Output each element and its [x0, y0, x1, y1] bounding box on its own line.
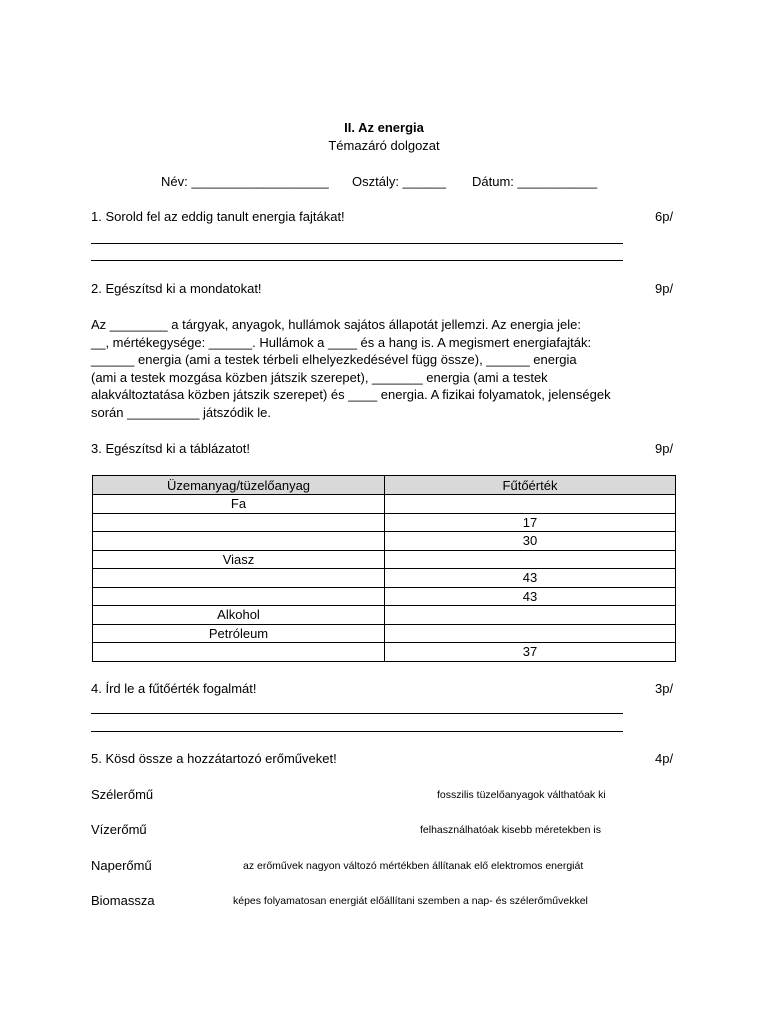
table-cell	[385, 624, 676, 643]
table-cell: 43	[385, 587, 676, 606]
table-row	[93, 569, 676, 588]
date-field: Dátum: ___________	[472, 174, 598, 189]
table-cell	[93, 643, 385, 662]
fill-in-paragraph	[91, 316, 661, 422]
paragraph-line: __, mértékegysége: ______. Hullámok a ____ és a hang is. A megismert energiafajták:	[91, 334, 592, 350]
fuel-table	[92, 475, 676, 662]
table-cell	[93, 513, 385, 532]
document-subtitle: Témazáró dolgozat	[328, 138, 440, 153]
table-cell: Petróleum	[93, 624, 385, 643]
name-field: Név: ___________________	[161, 174, 329, 189]
table-cell	[93, 569, 385, 588]
question-4-points: 3p/	[655, 681, 674, 696]
question-3: 3. Egészítsd ki a táblázatot!	[91, 441, 250, 456]
plant-wind: Szélerőmű	[91, 787, 154, 802]
table-cell	[93, 587, 385, 606]
question-2-points: 9p/	[655, 281, 674, 296]
paragraph-line: során __________ játszódik le.	[91, 404, 271, 420]
paragraph-line: Az ________ a tárgyak, anyagok, hullámok sajátos állapotát jellemzi. Az energia jele:	[91, 317, 581, 332]
question-3-points: 9p/	[655, 441, 674, 456]
column-header-heating-value: Fűtőérték	[385, 476, 676, 495]
document-title: II. Az energia	[344, 120, 424, 135]
table-row	[93, 513, 676, 532]
question-2: 2. Egészítsd ki a mondatokat!	[91, 281, 262, 296]
table-cell: Fa	[93, 495, 385, 514]
table-header-row	[93, 476, 676, 495]
answer-line	[91, 260, 623, 261]
answer-line	[91, 713, 623, 714]
paragraph-line: alakváltoztatása közben játszik szerepet) és ____ energia. A fizikai folyamatok, jelenségek	[91, 387, 611, 403]
question-1-points: 6p/	[655, 209, 674, 224]
table-row	[93, 624, 676, 643]
table-cell: Viasz	[93, 550, 385, 569]
table-row	[93, 532, 676, 551]
plant-solar: Naperőmű	[91, 858, 152, 873]
table-cell	[385, 606, 676, 625]
table-row	[93, 643, 676, 662]
question-5-points: 4p/	[655, 751, 674, 766]
table-cell	[93, 532, 385, 551]
paragraph-line: ______ energia (ami a testek térbeli elhelyezkedésével függ össze), ______ energia	[91, 352, 577, 368]
table-cell: 43	[385, 569, 676, 588]
match-description: fosszilis tüzelőanyagok válthatóak ki	[437, 789, 606, 801]
table-cell: 37	[385, 643, 676, 662]
plant-biomass: Biomassza	[91, 893, 155, 908]
question-1: 1. Sorold fel az eddig tanult energia fajtákat!	[91, 209, 345, 224]
class-field: Osztály: ______	[352, 174, 446, 189]
table-cell: 17	[385, 513, 676, 532]
table-cell: 30	[385, 532, 676, 551]
table-row	[93, 587, 676, 606]
table-cell	[385, 550, 676, 569]
question-4: 4. Írd le a fűtőérték fogalmát!	[91, 681, 257, 696]
table-cell: Alkohol	[93, 606, 385, 625]
match-description: képes folyamatosan energiát előállítani szemben a nap- és szélerőművekkel	[233, 895, 588, 907]
table-cell	[385, 495, 676, 514]
question-5: 5. Kösd össze a hozzátartozó erőműveket!	[91, 751, 337, 766]
match-description: az erőművek nagyon változó mértékben állítanak elő elektromos energiát	[243, 860, 584, 872]
match-description: felhasználhatóak kisebb méretekben is	[420, 824, 601, 836]
answer-line	[91, 243, 623, 244]
answer-line	[91, 731, 623, 732]
paragraph-line: (ami a testek mozgása közben játszik szerepet), _______ energia (ami a testek	[91, 369, 548, 385]
table-row	[93, 495, 676, 514]
column-header-fuel: Üzemanyag/tüzelőanyag	[93, 476, 385, 495]
table-row	[93, 550, 676, 569]
table-row	[93, 606, 676, 625]
plant-hydro: Vízerőmű	[91, 822, 147, 837]
